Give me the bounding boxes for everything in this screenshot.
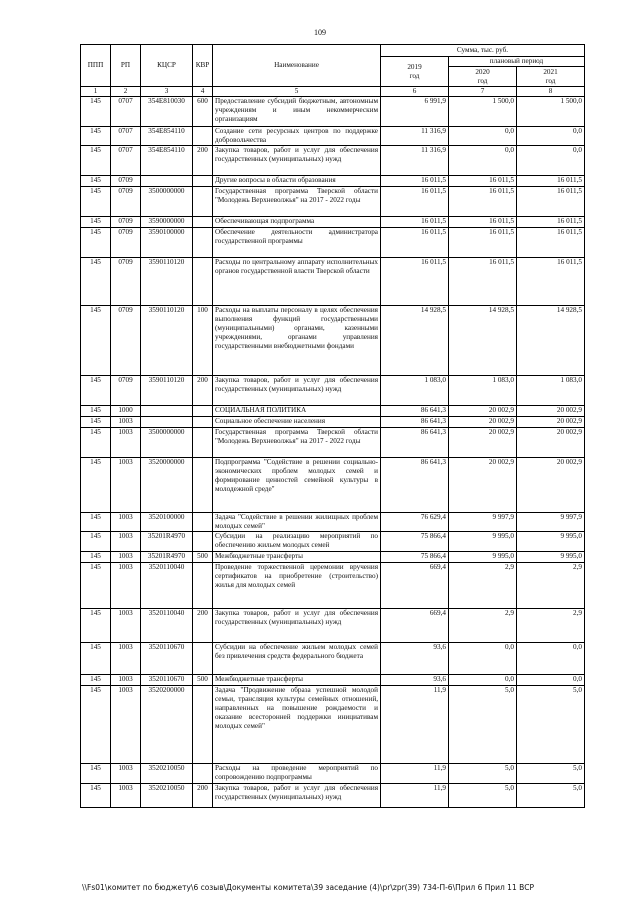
table-row bbox=[81, 643, 585, 675]
cell-ppp: 145 bbox=[81, 146, 111, 176]
cell-sum-2021: 5,0 bbox=[517, 686, 585, 764]
cell-name: Субсидии на обеспечение жильем молодых семей без привлечения средств федерального бюджета bbox=[213, 643, 381, 675]
cell-sum-2019: 16 011,5 bbox=[381, 258, 449, 306]
cell-sum-2019: 11 316,9 bbox=[381, 146, 449, 176]
cell-name: Расходы на выплаты персоналу в целях обеспечения выполнения функций государственными (муниципальными) органами, казенными учреждениями, органами управления государственными внебюджетными фондами bbox=[213, 306, 381, 376]
table-row bbox=[81, 552, 585, 563]
cell-sum-2021: 14 928,5 bbox=[517, 306, 585, 376]
cell-name: Закупка товаров, работ и услуг для обеспечения государственных (муниципальных) нужд bbox=[213, 609, 381, 643]
cell-sum-2020: 16 011,5 bbox=[449, 187, 517, 217]
column-index: 1 bbox=[81, 87, 111, 97]
cell-kcsr: 3590110120 bbox=[141, 376, 193, 406]
cell-kvr bbox=[193, 532, 213, 552]
cell-sum-2020: 16 011,5 bbox=[449, 176, 517, 187]
cell-sum-2019: 86 641,3 bbox=[381, 417, 449, 428]
cell-sum-2021: 16 011,5 bbox=[517, 176, 585, 187]
table-row bbox=[81, 217, 585, 228]
column-index: 8 bbox=[517, 87, 585, 97]
page-number: 109 bbox=[314, 28, 326, 37]
cell-ppp: 145 bbox=[81, 176, 111, 187]
cell-ppp: 145 bbox=[81, 417, 111, 428]
cell-rp: 1000 bbox=[111, 406, 141, 417]
table-row bbox=[81, 675, 585, 686]
cell-name: Подпрограмма "Содействие в решении социально-экономических проблем молодых семей и формирование ценностей семейной культуры в молодежной среде" bbox=[213, 458, 381, 513]
cell-sum-2020: 9 997,9 bbox=[449, 513, 517, 532]
cell-ppp: 145 bbox=[81, 428, 111, 458]
cell-sum-2021: 9 995,0 bbox=[517, 532, 585, 552]
table-row bbox=[81, 563, 585, 609]
cell-sum-2019: 76 629,4 bbox=[381, 513, 449, 532]
cell-sum-2020: 2,9 bbox=[449, 609, 517, 643]
cell-kcsr: 3500000000 bbox=[141, 187, 193, 217]
cell-kvr: 200 bbox=[193, 784, 213, 808]
cell-name: Обеспечение деятельности администратора государственной программы bbox=[213, 228, 381, 258]
cell-kcsr: 354E854110 bbox=[141, 146, 193, 176]
header-2019-god: год bbox=[409, 71, 420, 80]
cell-kcsr bbox=[141, 406, 193, 417]
cell-rp: 1003 bbox=[111, 458, 141, 513]
column-index: 2 bbox=[111, 87, 141, 97]
cell-rp: 0709 bbox=[111, 376, 141, 406]
cell-name: Межбюджетные трансферты bbox=[213, 675, 381, 686]
cell-ppp: 145 bbox=[81, 217, 111, 228]
cell-kvr bbox=[193, 258, 213, 306]
cell-sum-2019: 11 316,9 bbox=[381, 127, 449, 146]
cell-sum-2021: 9 997,9 bbox=[517, 513, 585, 532]
cell-rp: 1003 bbox=[111, 643, 141, 675]
budget-table bbox=[80, 44, 585, 808]
cell-sum-2020: 20 002,9 bbox=[449, 458, 517, 513]
cell-kcsr: 3590000000 bbox=[141, 217, 193, 228]
header-2021 bbox=[517, 67, 585, 87]
header-kvr: КВР bbox=[193, 45, 213, 87]
table-row bbox=[81, 187, 585, 217]
cell-sum-2020: 0,0 bbox=[449, 127, 517, 146]
header-2021-god: год bbox=[545, 76, 556, 85]
cell-rp: 0709 bbox=[111, 176, 141, 187]
cell-kcsr: 3590100000 bbox=[141, 228, 193, 258]
cell-kcsr: 35201R4970 bbox=[141, 552, 193, 563]
cell-sum-2021: 16 011,5 bbox=[517, 187, 585, 217]
table-row bbox=[81, 406, 585, 417]
cell-kcsr: 3520000000 bbox=[141, 458, 193, 513]
cell-sum-2021: 5,0 bbox=[517, 764, 585, 784]
cell-ppp: 145 bbox=[81, 784, 111, 808]
cell-ppp: 145 bbox=[81, 764, 111, 784]
header-2020-year: 2020 bbox=[475, 67, 490, 76]
cell-name: СОЦИАЛЬНАЯ ПОЛИТИКА bbox=[213, 406, 381, 417]
table-row bbox=[81, 532, 585, 552]
cell-sum-2019: 86 641,3 bbox=[381, 406, 449, 417]
cell-kvr: 600 bbox=[193, 97, 213, 127]
cell-kcsr: 3520110040 bbox=[141, 563, 193, 609]
cell-rp: 1003 bbox=[111, 513, 141, 532]
table-row bbox=[81, 428, 585, 458]
cell-sum-2021: 0,0 bbox=[517, 127, 585, 146]
cell-kcsr: 3500000000 bbox=[141, 428, 193, 458]
cell-kvr bbox=[193, 417, 213, 428]
cell-sum-2020: 5,0 bbox=[449, 784, 517, 808]
table-row bbox=[81, 513, 585, 532]
cell-sum-2021: 20 002,9 bbox=[517, 428, 585, 458]
cell-kvr bbox=[193, 686, 213, 764]
column-index: 6 bbox=[381, 87, 449, 97]
cell-rp: 1003 bbox=[111, 609, 141, 643]
cell-sum-2020: 0,0 bbox=[449, 146, 517, 176]
table-row bbox=[81, 417, 585, 428]
cell-sum-2019: 669,4 bbox=[381, 563, 449, 609]
cell-rp: 1003 bbox=[111, 675, 141, 686]
cell-name: Создание сети ресурсных центров по поддержке добровольчества bbox=[213, 127, 381, 146]
cell-ppp: 145 bbox=[81, 406, 111, 417]
table-row bbox=[81, 784, 585, 808]
cell-ppp: 145 bbox=[81, 532, 111, 552]
column-index: 4 bbox=[193, 87, 213, 97]
cell-sum-2020: 1 083,0 bbox=[449, 376, 517, 406]
cell-sum-2021: 9 995,0 bbox=[517, 552, 585, 563]
table-row bbox=[81, 306, 585, 376]
cell-kvr: 200 bbox=[193, 376, 213, 406]
cell-sum-2020: 0,0 bbox=[449, 675, 517, 686]
cell-sum-2020: 14 928,5 bbox=[449, 306, 517, 376]
cell-rp: 0709 bbox=[111, 258, 141, 306]
cell-kcsr: 3520210050 bbox=[141, 764, 193, 784]
header-sum-group: Сумма, тыс. руб. bbox=[381, 45, 585, 57]
cell-sum-2019: 669,4 bbox=[381, 609, 449, 643]
cell-sum-2021: 16 011,5 bbox=[517, 228, 585, 258]
cell-kvr bbox=[193, 217, 213, 228]
cell-sum-2019: 16 011,5 bbox=[381, 176, 449, 187]
cell-kvr bbox=[193, 428, 213, 458]
cell-sum-2021: 16 011,5 bbox=[517, 258, 585, 306]
cell-ppp: 145 bbox=[81, 258, 111, 306]
table-row bbox=[81, 258, 585, 306]
cell-kcsr: 3520110670 bbox=[141, 675, 193, 686]
cell-kcsr: 3590110120 bbox=[141, 306, 193, 376]
cell-kvr bbox=[193, 513, 213, 532]
table-row bbox=[81, 764, 585, 784]
cell-rp: 1003 bbox=[111, 563, 141, 609]
cell-name: Расходы на проведение мероприятий по сопровождению подпрограммы bbox=[213, 764, 381, 784]
cell-name: Расходы по центральному аппарату исполнительных органов государственной власти Тверской области bbox=[213, 258, 381, 306]
cell-sum-2019: 14 928,5 bbox=[381, 306, 449, 376]
cell-sum-2019: 16 011,5 bbox=[381, 228, 449, 258]
cell-name: Закупка товаров, работ и услуг для обеспечения государственных (муниципальных) нужд bbox=[213, 146, 381, 176]
cell-sum-2019: 86 641,3 bbox=[381, 458, 449, 513]
cell-kcsr bbox=[141, 176, 193, 187]
cell-rp: 0707 bbox=[111, 146, 141, 176]
table-row bbox=[81, 686, 585, 764]
header-ppp: ППП bbox=[81, 45, 111, 87]
cell-kvr bbox=[193, 643, 213, 675]
cell-kcsr bbox=[141, 417, 193, 428]
cell-sum-2019: 93,6 bbox=[381, 675, 449, 686]
cell-kvr: 200 bbox=[193, 609, 213, 643]
cell-sum-2020: 16 011,5 bbox=[449, 217, 517, 228]
column-index: 5 bbox=[213, 87, 381, 97]
cell-name: Социальное обеспечение населения bbox=[213, 417, 381, 428]
cell-kvr: 500 bbox=[193, 675, 213, 686]
cell-kvr bbox=[193, 228, 213, 258]
cell-sum-2021: 20 002,9 bbox=[517, 458, 585, 513]
table-row bbox=[81, 458, 585, 513]
cell-ppp: 145 bbox=[81, 458, 111, 513]
cell-ppp: 145 bbox=[81, 376, 111, 406]
cell-kvr bbox=[193, 187, 213, 217]
cell-ppp: 145 bbox=[81, 563, 111, 609]
cell-rp: 1003 bbox=[111, 417, 141, 428]
cell-ppp: 145 bbox=[81, 187, 111, 217]
column-index-row bbox=[81, 87, 585, 97]
cell-sum-2020: 9 995,0 bbox=[449, 532, 517, 552]
cell-kcsr: 3520110040 bbox=[141, 609, 193, 643]
cell-ppp: 145 bbox=[81, 686, 111, 764]
cell-kcsr: 3520110670 bbox=[141, 643, 193, 675]
cell-sum-2020: 0,0 bbox=[449, 643, 517, 675]
cell-kvr bbox=[193, 563, 213, 609]
cell-ppp: 145 bbox=[81, 675, 111, 686]
cell-rp: 0707 bbox=[111, 97, 141, 127]
cell-sum-2021: 16 011,5 bbox=[517, 217, 585, 228]
cell-sum-2020: 20 002,9 bbox=[449, 406, 517, 417]
cell-rp: 0709 bbox=[111, 306, 141, 376]
header-2020-god: год bbox=[477, 76, 488, 85]
table-row bbox=[81, 228, 585, 258]
cell-kcsr: 3520100000 bbox=[141, 513, 193, 532]
cell-name: Предоставление субсидий бюджетным, автономным учреждениям и иным некоммерческим организациям bbox=[213, 97, 381, 127]
cell-sum-2021: 2,9 bbox=[517, 563, 585, 609]
cell-sum-2019: 16 011,5 bbox=[381, 217, 449, 228]
column-index: 3 bbox=[141, 87, 193, 97]
cell-sum-2021: 20 002,9 bbox=[517, 406, 585, 417]
header-2020 bbox=[449, 67, 517, 87]
cell-sum-2020: 5,0 bbox=[449, 686, 517, 764]
cell-kcsr: 35201R4970 bbox=[141, 532, 193, 552]
cell-sum-2020: 16 011,5 bbox=[449, 228, 517, 258]
cell-kcsr: 354E854110 bbox=[141, 127, 193, 146]
cell-rp: 1003 bbox=[111, 428, 141, 458]
cell-rp: 1003 bbox=[111, 552, 141, 563]
cell-name: Закупка товаров, работ и услуг для обеспечения государственных (муниципальных) нужд bbox=[213, 376, 381, 406]
cell-ppp: 145 bbox=[81, 306, 111, 376]
cell-kvr bbox=[193, 127, 213, 146]
header-2021-year: 2021 bbox=[543, 67, 558, 76]
cell-sum-2021: 20 002,9 bbox=[517, 417, 585, 428]
cell-ppp: 145 bbox=[81, 513, 111, 532]
cell-ppp: 145 bbox=[81, 609, 111, 643]
cell-rp: 0709 bbox=[111, 217, 141, 228]
cell-sum-2021: 2,9 bbox=[517, 609, 585, 643]
cell-kvr: 200 bbox=[193, 146, 213, 176]
cell-name: Межбюджетные трансферты bbox=[213, 552, 381, 563]
cell-sum-2021: 0,0 bbox=[517, 675, 585, 686]
cell-kcsr: 354E810030 bbox=[141, 97, 193, 127]
file-path-footer: \\Fs01\комитет по бюджету\6 созыв\Документы комитета\39 заседание (4)\pr\zpr(39) 734-П-6\Прил 6 Прил 11 ВСР bbox=[82, 883, 535, 892]
table-row bbox=[81, 376, 585, 406]
table-row bbox=[81, 127, 585, 146]
header-kcsr: КЦСР bbox=[141, 45, 193, 87]
table-row bbox=[81, 146, 585, 176]
header-plan-period: плановый период bbox=[449, 57, 585, 67]
header-2019 bbox=[381, 57, 449, 87]
cell-name: Субсидии на реализацию мероприятий по обеспечению жильем молодых семей bbox=[213, 532, 381, 552]
cell-rp: 0709 bbox=[111, 187, 141, 217]
cell-rp: 0707 bbox=[111, 127, 141, 146]
cell-name: Обеспечивающая подпрограмма bbox=[213, 217, 381, 228]
cell-kvr: 100 bbox=[193, 306, 213, 376]
cell-rp: 1003 bbox=[111, 532, 141, 552]
cell-sum-2021: 1 083,0 bbox=[517, 376, 585, 406]
cell-kcsr: 3590110120 bbox=[141, 258, 193, 306]
cell-kvr bbox=[193, 406, 213, 417]
cell-ppp: 145 bbox=[81, 552, 111, 563]
cell-sum-2020: 16 011,5 bbox=[449, 258, 517, 306]
cell-sum-2019: 6 991,9 bbox=[381, 97, 449, 127]
cell-ppp: 145 bbox=[81, 97, 111, 127]
cell-kvr bbox=[193, 458, 213, 513]
cell-sum-2019: 11,9 bbox=[381, 784, 449, 808]
cell-sum-2019: 16 011,5 bbox=[381, 187, 449, 217]
cell-ppp: 145 bbox=[81, 228, 111, 258]
cell-sum-2021: 5,0 bbox=[517, 784, 585, 808]
cell-kvr bbox=[193, 176, 213, 187]
cell-rp: 1003 bbox=[111, 784, 141, 808]
cell-kcsr: 3520200000 bbox=[141, 686, 193, 764]
cell-name: Государственная программа Тверской области "Молодежь Верхневолжья" на 2017 - 2022 годы bbox=[213, 428, 381, 458]
cell-sum-2019: 75 866,4 bbox=[381, 552, 449, 563]
cell-sum-2021: 0,0 bbox=[517, 643, 585, 675]
cell-name: Задача "Продвижение образа успешной молодой семьи, трансляция культуры семейных отношений, направленных на повышение рождаемости и оказание всесторонней поддержки инициативам молодых семей" bbox=[213, 686, 381, 764]
cell-rp: 0709 bbox=[111, 228, 141, 258]
cell-sum-2020: 1 500,0 bbox=[449, 97, 517, 127]
table-row bbox=[81, 609, 585, 643]
header-name: Наименование bbox=[213, 45, 381, 87]
cell-sum-2021: 1 500,0 bbox=[517, 97, 585, 127]
cell-sum-2019: 11,9 bbox=[381, 686, 449, 764]
cell-sum-2020: 9 995,0 bbox=[449, 552, 517, 563]
column-index: 7 bbox=[449, 87, 517, 97]
cell-name: Государственная программа Тверской области "Молодежь Верхневолжья" на 2017 - 2022 годы bbox=[213, 187, 381, 217]
cell-sum-2019: 93,6 bbox=[381, 643, 449, 675]
cell-kcsr: 3520210050 bbox=[141, 784, 193, 808]
cell-sum-2019: 86 641,3 bbox=[381, 428, 449, 458]
cell-sum-2020: 20 002,9 bbox=[449, 417, 517, 428]
header-2019-year: 2019 bbox=[407, 62, 422, 71]
cell-ppp: 145 bbox=[81, 127, 111, 146]
cell-kvr bbox=[193, 764, 213, 784]
cell-name: Закупка товаров, работ и услуг для обеспечения государственных (муниципальных) нужд bbox=[213, 784, 381, 808]
cell-sum-2020: 20 002,9 bbox=[449, 428, 517, 458]
cell-sum-2019: 11,9 bbox=[381, 764, 449, 784]
table-row bbox=[81, 97, 585, 127]
cell-rp: 1003 bbox=[111, 686, 141, 764]
cell-sum-2021: 0,0 bbox=[517, 146, 585, 176]
cell-kvr: 500 bbox=[193, 552, 213, 563]
cell-rp: 1003 bbox=[111, 764, 141, 784]
cell-sum-2020: 5,0 bbox=[449, 764, 517, 784]
table-row bbox=[81, 176, 585, 187]
cell-name: Проведение торжественной церемонии вручения сертификатов на приобретение (строительство) жилья для молодых семей bbox=[213, 563, 381, 609]
cell-sum-2020: 2,9 bbox=[449, 563, 517, 609]
cell-name: Задача "Содействие в решении жилищных проблем молодых семей" bbox=[213, 513, 381, 532]
cell-sum-2019: 75 866,4 bbox=[381, 532, 449, 552]
cell-ppp: 145 bbox=[81, 643, 111, 675]
header-rp: РП bbox=[111, 45, 141, 87]
cell-sum-2019: 1 083,0 bbox=[381, 376, 449, 406]
cell-name: Другие вопросы в области образования bbox=[213, 176, 381, 187]
